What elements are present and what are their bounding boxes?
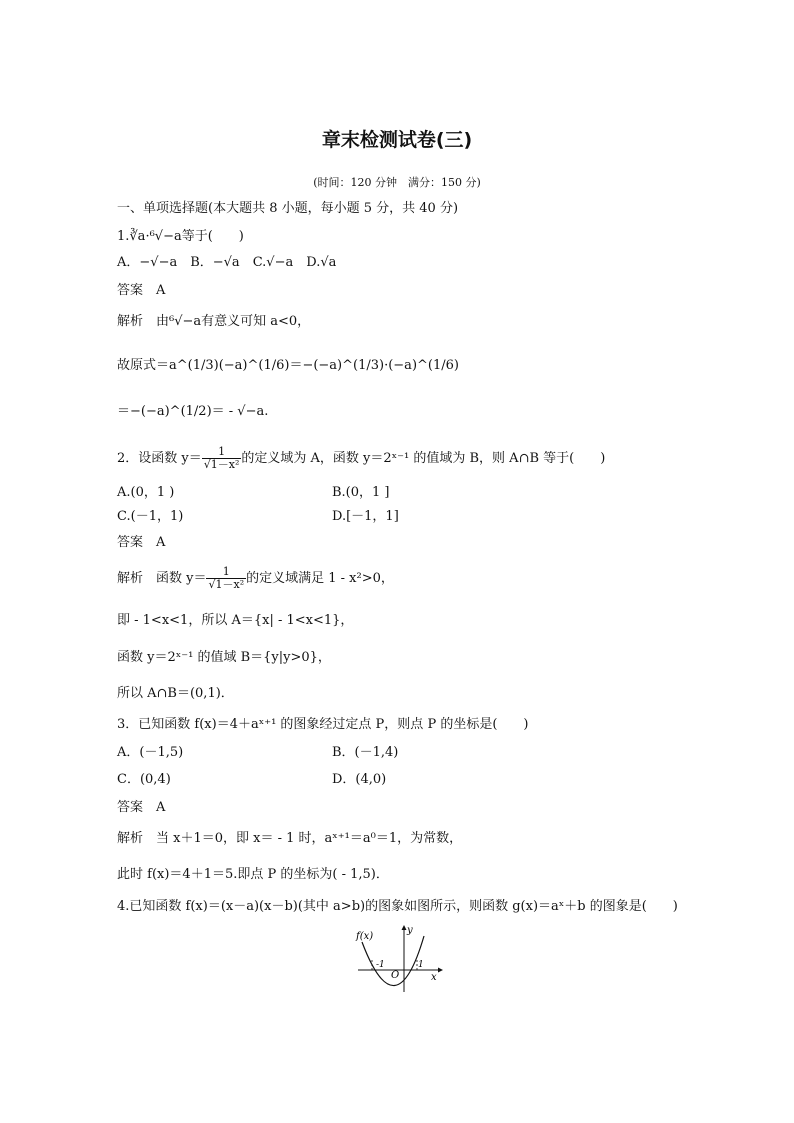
page-title: 章末检测试卷(三) bbox=[321, 129, 473, 151]
q3-option-b: B．(－1,4) bbox=[332, 745, 399, 760]
q2-option-b: B.(0，1 ] bbox=[332, 485, 390, 500]
q1-options: A．−√−a B．−√a C.√−a D.√a bbox=[117, 255, 337, 270]
fx-label: f(x) bbox=[356, 931, 374, 942]
q1-analysis-1: 解析 由⁶√−a有意义可知 a<0， bbox=[117, 314, 311, 329]
q2-analysis-2: 即 - 1<x<1，所以 A＝{x| - 1<x<1}， bbox=[117, 613, 354, 628]
one-label: 1 bbox=[418, 960, 424, 970]
q3-analysis-2: 此时 f(x)＝4＋1＝5.即点 P 的坐标为( - 1,5)． bbox=[117, 867, 389, 882]
q2-frac-num: 1 bbox=[202, 446, 242, 459]
q2-stem-b: 的定义域为 A，函数 y＝2ˣ⁻¹ 的值域为 B，则 A∩B 等于( ) bbox=[241, 451, 606, 466]
q3-answer: 答案 A bbox=[117, 800, 166, 815]
q1-analysis-3: ＝−(−a)^(1/2)＝ - √−a. bbox=[117, 404, 269, 419]
q2-analysis-1 bbox=[117, 566, 394, 591]
q2-stem-a: 2．设函数 y＝ bbox=[117, 451, 202, 466]
exam-info: (时间：120 分钟 满分：150 分) bbox=[313, 176, 481, 189]
q2-analysis-3: 函数 y＝2ˣ⁻¹ 的值域 B＝{y|y>0}， bbox=[117, 650, 331, 665]
origin-label: O bbox=[391, 970, 400, 981]
q2-analysis-1b: 的定义域满足 1 - x²>0， bbox=[246, 571, 394, 586]
q3-analysis-1: 解析 当 x＋1＝0，即 x＝ - 1 时，aˣ⁺¹＝a⁰＝1，为常数， bbox=[117, 831, 463, 846]
neg1-label: -1 bbox=[376, 960, 385, 970]
q2-option-a: A.(0，1 ) bbox=[117, 485, 175, 500]
q2-analysis-fraction bbox=[206, 566, 246, 591]
q3-option-c: C．(0,4) bbox=[117, 772, 171, 787]
y-label: y bbox=[407, 925, 413, 936]
q3-stem: 3．已知函数 f(x)＝4＋aˣ⁺¹ 的图象经过定点 P，则点 P 的坐标是( ) bbox=[117, 717, 529, 732]
q2-analysis-frac-den: √1－x² bbox=[208, 578, 245, 591]
q1-analysis-2: 故原式＝a^(1/3)(−a)^(1/6)＝−(−a)^(1/3)·(−a)^(1/6) bbox=[117, 358, 459, 373]
q2-analysis-frac-num: 1 bbox=[206, 566, 246, 579]
y-axis-arrow bbox=[402, 925, 407, 930]
q2-analysis-1a: 解析 函数 y＝ bbox=[117, 571, 207, 586]
q2-answer: 答案 A bbox=[117, 535, 166, 550]
q2-frac-den: √1－x² bbox=[203, 458, 240, 471]
q3-option-d: D．(4,0) bbox=[332, 772, 387, 787]
q3-option-a: A．(－1,5) bbox=[117, 745, 184, 760]
q1-stem: 1.∛a·⁶√−a等于( ) bbox=[117, 229, 244, 244]
q4-stem: 4.已知函数 f(x)＝(x－a)(x－b)(其中 a>b)的图象如图所示，则函数 g(x)＝aˣ＋b 的图象是( ) bbox=[117, 899, 678, 914]
x-axis-arrow bbox=[438, 968, 443, 973]
q2-stem bbox=[117, 446, 605, 471]
q2-analysis-4: 所以 A∩B＝(0,1)． bbox=[117, 686, 234, 701]
q2-option-d: D.[－1，1] bbox=[332, 509, 399, 524]
section-heading: 一、单项选择题(本大题共 8 小题，每小题 5 分，共 40 分) bbox=[117, 201, 459, 216]
x-label: x bbox=[431, 972, 437, 983]
q1-answer: 答案 A bbox=[117, 283, 166, 298]
q2-option-c: C.(－1，1) bbox=[117, 509, 184, 524]
q4-function-graph bbox=[350, 922, 450, 994]
q2-fraction bbox=[202, 446, 242, 471]
